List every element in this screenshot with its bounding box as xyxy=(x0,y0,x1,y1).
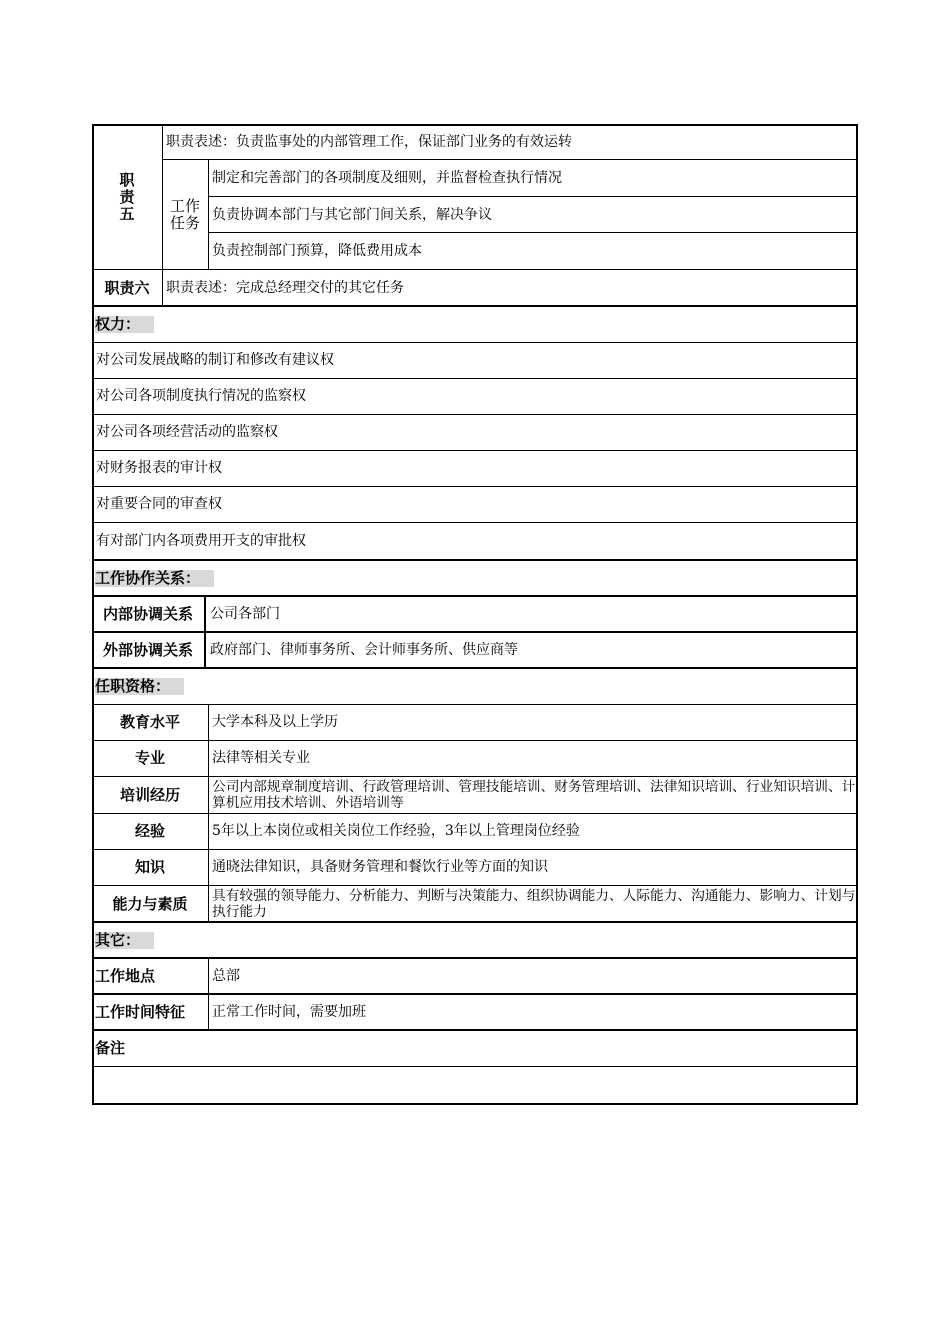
power-item: 对公司发展战略的制订和修改有建议权 xyxy=(96,352,334,368)
ability-label: 能力与素质 xyxy=(112,895,188,913)
remarks-heading: 备注 xyxy=(95,1040,126,1057)
ability-value: 具有较强的领导能力、分析能力、判断与决策能力、组织协调能力、人际能力、沟通能力、影响力、计划与执行能力 xyxy=(212,888,856,920)
work-time-value: 正常工作时间，需要加班 xyxy=(212,1003,366,1020)
duty5-task: 负责协调本部门与其它部门间关系，解决争议 xyxy=(212,206,492,223)
major-value: 法律等相关专业 xyxy=(212,750,310,766)
duty5-label: 职 责 五 xyxy=(119,171,135,223)
knowledge-value: 通晓法律知识，具备财务管理和餐饮行业等方面的知识 xyxy=(212,859,548,875)
duty5-task: 制定和完善部门的各项制度及细则，并监督检查执行情况 xyxy=(212,169,562,186)
internal-relation-label: 内部协调关系 xyxy=(102,605,193,623)
duty5-description: 职责表述：负责监事处的内部管理工作，保证部门业务的有效运转 xyxy=(166,133,572,150)
duty6-label: 职责六 xyxy=(104,279,150,297)
powers-heading: 权力： xyxy=(92,307,858,342)
work-location-value: 总部 xyxy=(212,967,240,984)
power-item: 对重要合同的审查权 xyxy=(96,496,222,512)
power-item: 对公司各项制度执行情况的监察权 xyxy=(96,388,306,404)
power-item: 有对部门内各项费用开支的审批权 xyxy=(96,532,306,549)
relations-heading: 工作协作关系： xyxy=(92,561,858,596)
power-item: 对公司各项经营活动的监察权 xyxy=(96,424,278,440)
experience-label: 经验 xyxy=(134,823,165,840)
power-item: 对财务报表的审计权 xyxy=(96,460,222,476)
remarks-value[interactable] xyxy=(92,1067,858,1103)
duty5-task: 负责控制部门预算，降低费用成本 xyxy=(212,243,422,259)
training-label: 培训经历 xyxy=(119,786,180,804)
work-location-label: 工作地点 xyxy=(95,967,156,985)
external-relation-label: 外部协调关系 xyxy=(102,641,193,659)
work-time-label: 工作时间特征 xyxy=(95,1003,186,1021)
major-label: 专业 xyxy=(134,750,165,767)
experience-value: 5年以上本岗位或相关岗位工作经验，3年以上管理岗位经验 xyxy=(212,823,580,839)
duty5-task-label: 工作 任务 xyxy=(169,197,200,232)
internal-relation-value: 公司各部门 xyxy=(210,605,280,622)
training-value: 公司内部规章制度培训、行政管理培训、管理技能培训、财务管理培训、法律知识培训、行业知识培训、计算机应用技术培训、外语培训等 xyxy=(212,779,856,811)
education-value: 大学本科及以上学历 xyxy=(212,714,338,730)
knowledge-label: 知识 xyxy=(134,859,165,876)
education-label: 教育水平 xyxy=(119,714,180,731)
other-heading: 其它： xyxy=(92,923,858,958)
duty6-description: 职责表述：完成总经理交付的其它任务 xyxy=(166,279,404,296)
qualifications-heading: 任职资格： xyxy=(92,669,858,704)
external-relation-value: 政府部门、律师事务所、会计师事务所、供应商等 xyxy=(210,641,518,658)
